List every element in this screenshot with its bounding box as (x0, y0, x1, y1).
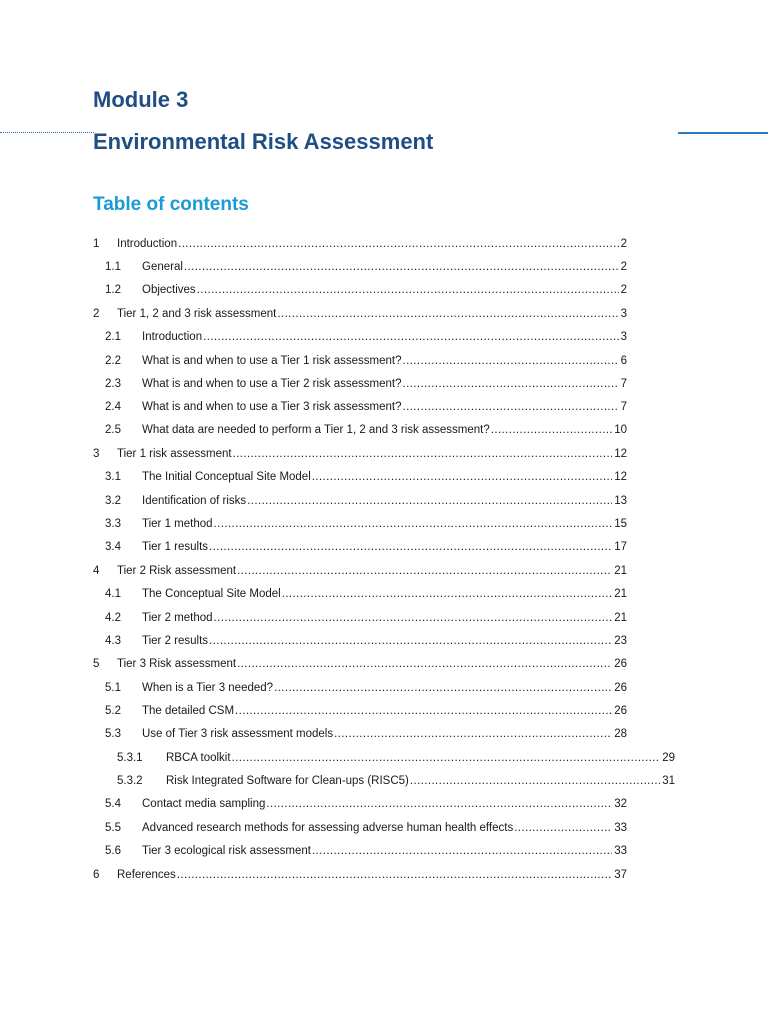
toc-leader-dots (197, 282, 619, 298)
toc-entry-page: 37 (614, 869, 627, 881)
toc-leader-dots (178, 236, 618, 252)
toc-leader-dots (209, 633, 612, 649)
toc-entry-page: 33 (614, 822, 627, 834)
toc-entry-title: Tier 2 Risk assessment (117, 565, 237, 577)
toc-entry-page: 29 (662, 752, 675, 764)
toc-entry-page: 26 (614, 682, 627, 694)
toc-entry-number: 1 (93, 238, 100, 250)
toc-leader-dots (282, 586, 612, 602)
toc-entry-page: 21 (614, 612, 627, 624)
toc-entry-number: 3.4 (105, 541, 121, 553)
toc-entry-number: 4.1 (105, 588, 121, 600)
toc-entry-title: What is and when to use a Tier 1 risk assessment? (142, 355, 402, 367)
toc-entry-page: 33 (614, 845, 627, 857)
toc-leader-dots (277, 306, 618, 322)
toc-entry-page: 7 (620, 401, 627, 413)
toc-entry-title: References (117, 869, 176, 881)
toc-entry-number: 6 (93, 869, 100, 881)
toc-entry-title: Contact media sampling (142, 798, 266, 810)
toc-entry-page: 12 (614, 448, 627, 460)
toc-leader-dots (403, 399, 619, 415)
toc-entry-title: What is and when to use a Tier 2 risk assessment? (142, 378, 402, 390)
toc-entry-page: 31 (662, 775, 675, 787)
toc-entry-number: 1.1 (105, 261, 121, 273)
toc-leader-dots (233, 446, 613, 462)
toc-entry-page: 32 (614, 798, 627, 810)
toc-entry-title: Tier 3 Risk assessment (117, 658, 237, 670)
toc-entry-number: 5.6 (105, 845, 121, 857)
toc-entry-page: 10 (614, 424, 627, 436)
toc-entry-page: 15 (614, 518, 627, 530)
toc-entry-page: 21 (614, 565, 627, 577)
toc-entry-page: 7 (620, 378, 627, 390)
toc-entry-number: 2 (93, 308, 100, 320)
toc-entry-title: General (142, 261, 183, 273)
toc-entry-number: 4.2 (105, 612, 121, 624)
toc-entry-page: 6 (620, 355, 627, 367)
toc-entry-number: 5 (93, 658, 100, 670)
toc-leader-dots (514, 820, 612, 836)
toc-entry-title: The detailed CSM (142, 705, 235, 717)
toc-entry-number: 5.2 (105, 705, 121, 717)
toc-entry-title: Tier 1 method (142, 518, 213, 530)
toc-leader-dots (491, 422, 612, 438)
toc-entry-number: 5.5 (105, 822, 121, 834)
toc-entry-number: 4 (93, 565, 100, 577)
toc-leader-dots (403, 353, 619, 369)
toc-entry-number: 5.3 (105, 728, 121, 740)
toc-entry-page: 2 (620, 284, 627, 296)
toc-entry-title: The Initial Conceptual Site Model (142, 471, 311, 483)
module-label: Module 3 (93, 87, 189, 112)
toc-leader-dots (184, 259, 619, 275)
toc-leader-dots (410, 773, 660, 789)
toc-entry-title: Introduction (117, 238, 178, 250)
toc-entry-title: Risk Integrated Software for Clean-ups (RISC5) (166, 775, 409, 787)
toc-entry-title: Tier 2 method (142, 612, 213, 624)
toc-entry-page: 12 (614, 471, 627, 483)
toc-entry-number: 2.1 (105, 331, 121, 343)
toc-entry-title: RBCA toolkit (166, 752, 231, 764)
toc-entry-title: Identification of risks (142, 495, 247, 507)
toc-leader-dots (177, 867, 612, 883)
toc-entry-title: Tier 1, 2 and 3 risk assessment (117, 308, 277, 320)
toc-leader-dots (403, 376, 619, 392)
toc-heading: Table of contents (93, 194, 249, 215)
toc-entry-title: Objectives (142, 284, 196, 296)
toc-leader-dots (334, 726, 612, 742)
toc-entry-page: 3 (620, 308, 627, 320)
toc-entry-number: 5.3.2 (117, 775, 143, 787)
toc-leader-dots (237, 656, 612, 672)
toc-entry-title: Use of Tier 3 risk assessment models (142, 728, 334, 740)
toc-leader-dots (237, 563, 612, 579)
toc-leader-dots (232, 750, 661, 766)
toc-entry-page: 13 (614, 495, 627, 507)
toc-leader-dots (266, 796, 612, 812)
toc-entry-title: Introduction (142, 331, 203, 343)
toc-leader-dots (209, 539, 612, 555)
toc-leader-dots (274, 680, 612, 696)
toc-entry-page: 26 (614, 658, 627, 670)
toc-entry-page: 23 (614, 635, 627, 647)
toc-leader-dots (247, 493, 612, 509)
toc-entry-title: What is and when to use a Tier 3 risk assessment? (142, 401, 402, 413)
toc-entry-page: 17 (614, 541, 627, 553)
toc-entry-number: 3 (93, 448, 100, 460)
toc-entry-number: 2.5 (105, 424, 121, 436)
toc-entry-number: 5.3.1 (117, 752, 143, 764)
toc-entry-page: 28 (614, 728, 627, 740)
toc-entry-title: What data are needed to perform a Tier 1, 2 and 3 risk assessment? (142, 424, 490, 436)
toc-leader-dots (312, 843, 612, 859)
toc-entry-number: 2.3 (105, 378, 121, 390)
toc-leader-dots (203, 329, 618, 345)
toc-entry-page: 2 (620, 261, 627, 273)
toc-entry-title: Tier 3 ecological risk assessment (142, 845, 311, 857)
toc-entry-number: 2.4 (105, 401, 121, 413)
toc-entry-number: 4.3 (105, 635, 121, 647)
toc-entry-number: 1.2 (105, 284, 121, 296)
toc-leader-dots (312, 469, 612, 485)
toc-entry-title: When is a Tier 3 needed? (142, 682, 274, 694)
toc-entry-title: Tier 1 risk assessment (117, 448, 232, 460)
toc-entry-number: 3.2 (105, 495, 121, 507)
toc-entry-page: 26 (614, 705, 627, 717)
toc-entry-number: 2.2 (105, 355, 121, 367)
toc-entry-page: 2 (620, 238, 627, 250)
toc-leader-dots (214, 516, 613, 532)
page-title: Environmental Risk Assessment (93, 129, 434, 154)
toc-entry-page: 3 (620, 331, 627, 343)
toc-entry-title: Tier 1 results (142, 541, 209, 553)
toc-entry-title: The Conceptual Site Model (142, 588, 281, 600)
toc-entry-page: 21 (614, 588, 627, 600)
toc-entry-number: 5.4 (105, 798, 121, 810)
toc-entry-number: 5.1 (105, 682, 121, 694)
toc-leader-dots (214, 610, 613, 626)
toc-leader-dots (235, 703, 612, 719)
toc-entry-title: Advanced research methods for assessing adverse human health effects (142, 822, 514, 834)
toc-entry-number: 3.1 (105, 471, 121, 483)
toc-entry-number: 3.3 (105, 518, 121, 530)
toc-entry-title: Tier 2 results (142, 635, 209, 647)
